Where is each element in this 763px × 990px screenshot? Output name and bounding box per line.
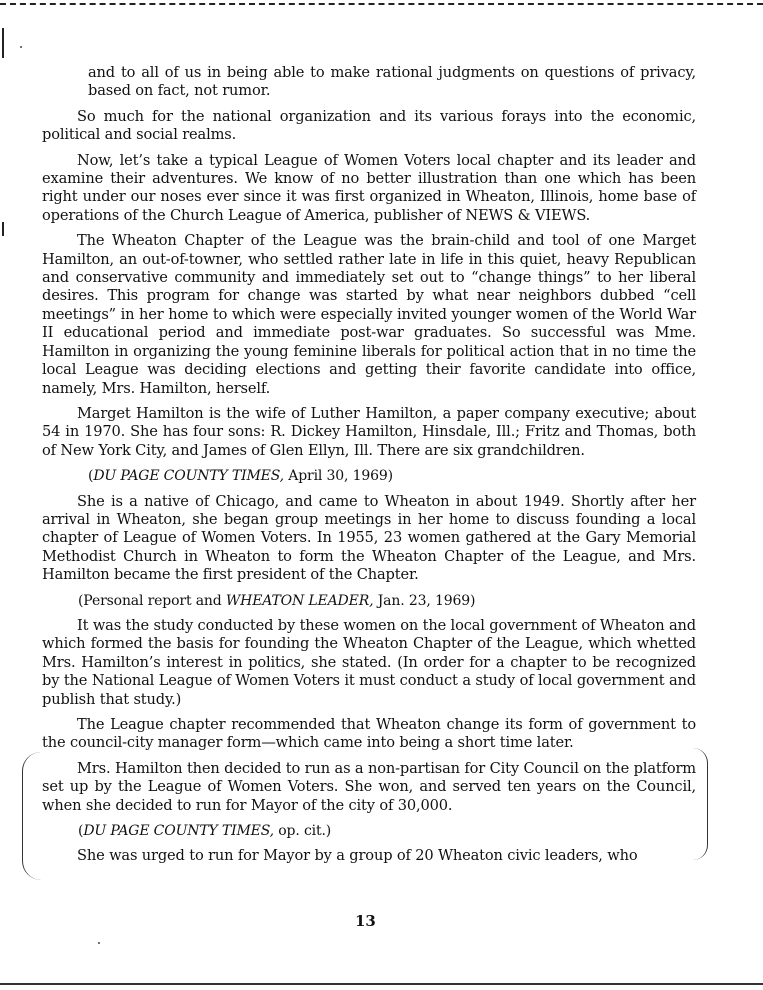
citation-detail: April 30, 1969) [283,468,393,485]
paragraph: She was urged to run for Mayor by a group of 20 Wheaton civic leaders, who [77,847,638,865]
scan-border-bottom [0,983,763,985]
margin-bracket-right [693,748,708,860]
scan-edge-mark [2,28,4,58]
margin-bracket-left [22,752,41,880]
citation-detail: op. cit.) [273,823,332,840]
paragraph: Mrs. Hamilton then decided to run as a non-partisan for City Council on the platform set up by the League of Women Voters. She won, and served ten years on the Council, when she decided to run for Mayor of the city of 30,000. [42,759,696,814]
citation-source: WHEATON LEADER, [225,592,374,609]
scan-border-top [0,3,763,5]
paragraph: So much for the national organization and its various forays into the economic, political and social realms. [42,107,696,144]
paragraph: The Wheaton Chapter of the League was the brain-child and tool of one Marget Hamilton, an out-of-towner, who settled rather late in life in this quiet, heavy Republican and conservative community and immediately set out to “change things” to her liberal desires. This program for change was started by what near neighbors dubbed “cell meetings” in her home to which were especially invited younger women of the World War II educational period and immediate post-war graduates. So successful was Mme. Hamilton in organizing the young feminine liberals for political action that in no time the local League was deciding elections and getting their favorite candidate into office, namely, Mrs. Hamilton, herself. [42,232,696,397]
citation: (DU PAGE COUNTY TIMES, April 30, 1969) [88,468,393,485]
scan-edge-mark [2,222,4,236]
paragraph: She is a native of Chicago, and came to Wheaton in about 1949. Shortly after her arrival in Wheaton, she began group meetings in her home to discuss founding a local chapter of League of Women Voters. In 1955, 23 women gathered at the Gary Memorial Methodist Church in Wheaton to form the Wheaton Chapter of the League, and Mrs. Hamilton became the first president of the Chapter. [42,492,696,584]
paragraph: and to all of us in being able to make rational judgments on questions of privacy, based on fact, not rumor. [88,64,696,100]
page-number: 13 [355,912,376,930]
document-page [42,64,696,873]
citation-source: DU PAGE COUNTY TIMES, [83,823,274,840]
paragraph: The League chapter recommended that Wheaton change its form of government to the council-city manager form—which came into being a short time later. [42,716,696,752]
scan-speck [20,46,22,48]
paragraph: Now, let’s take a typical League of Women Voters local chapter and its leader and examine their adventures. We know of no better illustration than one which has been right under our noses ever since it was first organized in Wheaton, Illinois, home base of operations of the Church League of America, publisher of NEWS & VIEWS. [42,151,696,224]
citation-source: DU PAGE COUNTY TIMES, [93,468,284,485]
citation-prefix: (Personal report and [78,592,226,609]
citation [42,592,696,610]
citation-detail: Jan. 23, 1969) [373,592,476,609]
paragraph: It was the study conducted by these women on the local government of Wheaton and which formed the basis for founding the Wheaton Chapter of the League, which whetted Mrs. Hamilton’s interest in politics, she stated. (In order for a chapter to be recognized by the National League of Women Voters it must conduct a study of local government and publish that study.) [42,616,696,708]
scan-speck [98,942,100,944]
paragraph: Marget Hamilton is the wife of Luther Hamilton, a paper company executive; about 54 in 1970. She has four sons: R. Dickey Hamilton, Hinsdale, Ill.; Fritz and Thomas, both of New York City, and James of Glen Ellyn, Ill. There are six grandchildren. [42,404,696,459]
citation: (DU PAGE COUNTY TIMES, op. cit.) [78,823,332,840]
